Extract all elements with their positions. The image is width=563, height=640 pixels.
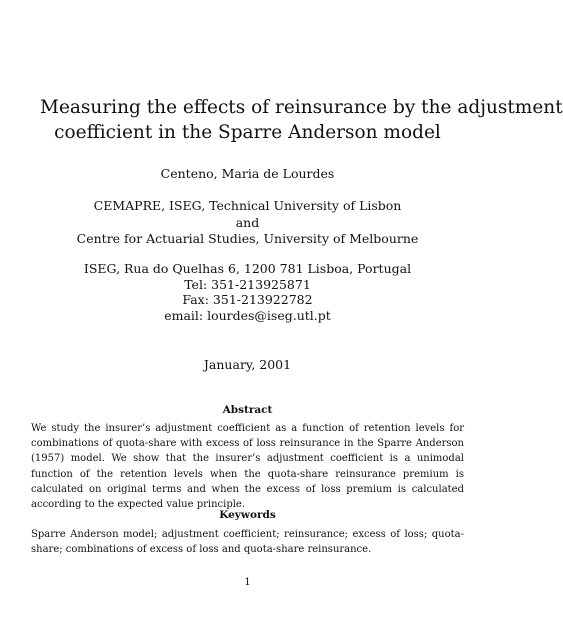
keywords-heading: Keywords	[219, 509, 276, 521]
affiliation	[0, 198, 495, 248]
abstract-heading: Abstract	[222, 404, 273, 416]
email: email: lourdes@iseg.utl.pt	[164, 307, 331, 323]
paper-title	[40, 95, 563, 145]
publication-date: January, 2001	[203, 357, 292, 372]
affiliation-line-1: CEMAPRE, ISEG, Technical University of Lisbon	[93, 198, 402, 213]
page-number: 1	[244, 577, 251, 588]
contact-address	[0, 261, 495, 323]
paper-title-line-2: coefficient in the Sparre Anderson model	[54, 122, 441, 143]
keywords-text: Sparre Anderson model; adjustment coefficient; reinsurance; excess of loss; quota-share; combinations of excess of loss and quota-share reinsurance.	[31, 529, 464, 556]
abstract-text: We study the insurer’s adjustment coefficient as a function of retention levels for combinations of quota-share with excess of loss reinsurance in the Sparre Anderson (1957) model. We show that the insurer’s adjustment coefficient is a unimodal function of the retention levels when the quota-share reinsurance premium is calculated on original terms and when the excess of loss premium is calculated according to the expected value principle.	[31, 423, 464, 511]
author-name: Centeno, Maria de Lourdes	[160, 166, 335, 181]
fax: Fax: 351-213922782	[182, 292, 313, 307]
paper-title-line-1: Measuring the effects of reinsurance by the adjustment	[40, 97, 563, 118]
affiliation-line-2: Centre for Actuarial Studies, University of Melbourne	[76, 231, 419, 246]
telephone: Tel: 351-213925871	[184, 276, 311, 292]
street-address: ISEG, Rua do Quelhas 6, 1200 781 Lisboa, Portugal	[83, 261, 412, 276]
affiliation-conjunction: and	[235, 214, 260, 230]
